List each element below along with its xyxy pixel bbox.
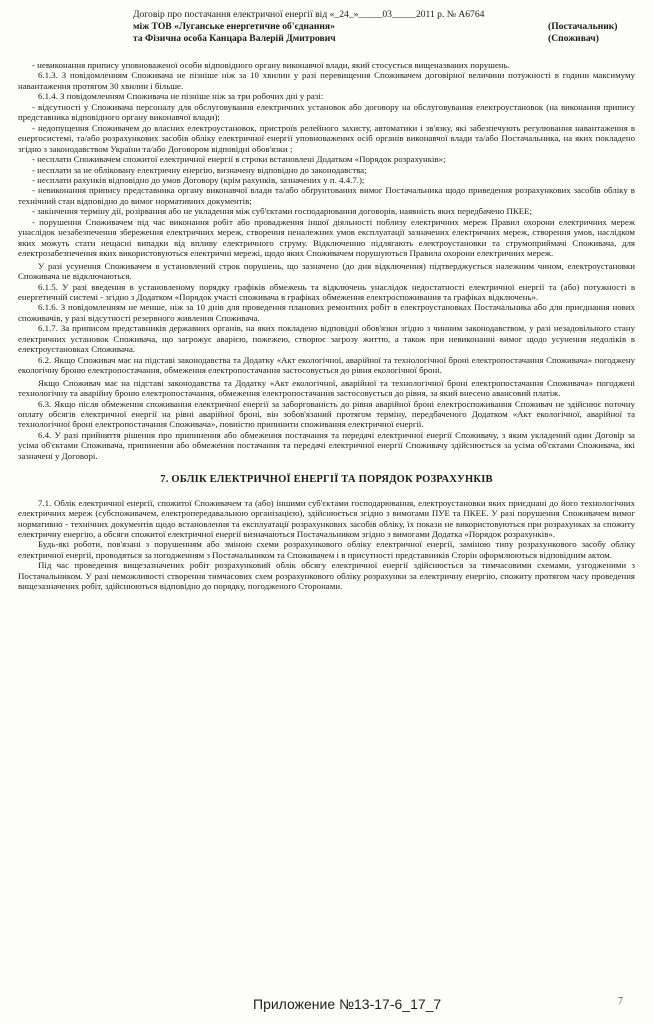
paragraph: - порушення Споживачем під час виконання робіт або провадження іншої діяльності поблизу електричних мереж Правил охорони електричних мереж унаслідок незабезпечення збереження електричних мереж, створення неналежних умов експлуатації зазначених електричних мереж, створення умов, наслідком яких можуть стати нещасні випадки від впливу електричного струму. Відключенню підлягають електроустановки та струмоприймачі Споживача, для електрозабезпечення яких використовуються електричні мережі, щодо яких Споживачем порушуються Правила охорони електричних мереж. xyxy=(18,216,635,259)
paragraph: У разі усунення Споживачем в установлений строк порушень, що зазначено (до дня відключення) підтверджується належним чином, електроустановки Споживача не відключаються. xyxy=(18,260,635,282)
page-number: 7 xyxy=(618,996,623,1007)
consumer-role: (Споживач) xyxy=(548,33,599,44)
paragraph: 6.1.6. З повідомленням не менше, ніж за 10 днів для проведення планових ремонтних робіт в електроустановках Постачальника або для приєднання нових споживачів, у разі відсутності резервного живлення Споживача. xyxy=(18,302,635,323)
paragraph: - відсутності у Споживача персоналу для обслуговування електричних установок або договору на обслуговування електроустановок (на виконання припису представника відповідного органу виконавчої влади); xyxy=(18,101,635,123)
paragraph: - несплати рахунків відповідно до умов Договору (крім рахунків, зазначених у п. 4.4.7.); xyxy=(32,174,365,185)
paragraph: - невиконання припису уповноваженої особи відповідного органу виконавчої влади, який стосується вищеназваних порушень. xyxy=(32,60,510,70)
consumer-name: та Фізична особа Канцара Валерій Дмитрович xyxy=(133,33,336,44)
paragraph: Будь-які роботи, пов'язані з порушенням або зміною схеми розрахункового обліку електричної енергії, заміною типу розрахункового засобу обліку електричної енергії, проводяться за погодженням з Постачальником та Споживачем і в присутності представників Сторін оформлюються відповідним актом. xyxy=(18,539,635,560)
paragraph: - несплати за не обліковану електричну енергію, визначену відповідно до законодавства; xyxy=(32,164,367,175)
supplier-name: між ТОВ «Луганське енергетичне об'єднання» xyxy=(133,21,335,32)
section-title: 7. ОБЛІК ЕЛЕКТРИЧНОЇ ЕНЕРГІЇ ТА ПОРЯДОК РОЗРАХУНКІВ xyxy=(160,474,493,486)
paragraph: Якщо Споживач має на підставі законодавства та Додатку «Акт екологічної, аварійної та технологічної броні електропостачання Споживача» погоджені технологічну та аварійну броню електропостачання, обмеження електропостачання застосовується до рівня, за який внесено авансовий платіж. xyxy=(18,377,635,399)
paragraph: 6.3. Якщо після обмеження споживання електричної енергії за заборгованість до рівня аварійної броні електроспоживання Споживач не здійснює поточну оплату обсягів електричної енергії на рівні аварійної броні, він зобов'язаний протягом терміну, передбаченого Додатком «Акт екологічної, аварійної та технологічної броні електропостачання Споживача», повністю припинити споживання електричної енергії. xyxy=(18,398,635,430)
paragraph: - несплати Споживачем спожитої електричної енергії в строки встановлені Додатком «Порядок розрахунків»; xyxy=(32,154,446,165)
paragraph: 7.1. Облік електричної енергії, спожитої Споживачем та (або) іншими суб'єктами господарювання, електроустановки яких приєднані до його технологічних електричних мереж (субспоживачем, електропередавальною організацією), здійснюється згідно з вимогами ПУЕ та ПКЕЕ. У разі порушення Споживачем вимог нормативно - технічних документів щодо встановлення та експлуатації розрахункових засобів обліку, їх покази не використовуються при розрахунках за спожиту електричну енергію, а обсяги спожитої електричної енергії визначаються Постачальником згідно з вимогами Додатка «Порядок розрахунків». xyxy=(18,497,635,540)
paragraph: - закінчення терміну дії, розірвання або не укладення між суб'єктами господарювання договорів, наявність яких передбачено ПКЕЕ; xyxy=(32,206,533,217)
contract-title: Договір про постачання електричної енергії від «_24_»_____03_____2011 р. № А6764 xyxy=(133,9,485,20)
document-body xyxy=(18,60,635,592)
paragraph: 6.2. Якщо Споживач має на підставі законодавства та Додатку «Акт екологічної, аварійної та технологічної броні електропостачання Споживача» погоджену екологічну броню електропостачання, обмеження електропостачання застосовується до рівня екологічної броні. xyxy=(18,354,635,376)
paragraph: 6.1.7. За приписом представників державних органів, на яких покладено відповідні обов'язки згідно з чинним законодавством, у разі незадовільного стану електричних установок Споживача, що загрожує аварією, пожежею, створює загрозу життю, а також при невиконанні вимог щодо усунення недоліків в електроустановках Споживача. xyxy=(18,323,635,355)
paragraph: 6.1.5. У разі введення в установленому порядку графіків обмежень та відключень унаслідок недостатності електричної енергії та (або) потужності в енергетичній системі - згідно з Додатком «Порядок участі споживача в графіках обмеження електроспоживання та графіках відключень». xyxy=(18,281,635,302)
paragraph: - недопущення Споживачем до власних електроустановок, пристроїв релейного захисту, автоматики і зв'язку, які забезпечують регулювання навантаження в енергосистемі, та/або розрахункових засобів обліку електричної енергії уповноважених осіб органів виконавчої влади та/або Постачальника, на яких покладено згідно з законодавством України та/або Договором відповідні обов'язки ; xyxy=(18,122,635,154)
supplier-role: (Постачальник) xyxy=(548,21,618,32)
attachment-caption: Приложение №13-17-6_17_7 xyxy=(253,996,442,1012)
paragraph: 6.1.4. З повідомленням Споживача не пізніше ніж за три робочих дні у разі: xyxy=(38,91,324,102)
paragraph: - невиконання припису представника органу виконавчої влади та/або обґрунтованих вимог Постачальника щодо приведення розрахункових засобів обліку в технічний стан відповідно до вимог нормативних документів; xyxy=(18,185,635,206)
paragraph: 6.4. У разі прийняття рішення про припинення або обмеження постачання та передачі електричної енергії Споживачу, з яким укладений один Договір за усіма об'єктами Споживача, припинення або обмеження постачання та передачі електричної енергії Споживачу здійснюється за усіма об'єктами Споживача, які зазначені у Договорі. xyxy=(18,429,635,461)
paragraph: Під час проведення вищезазначених робіт розрахунковий облік обсягу електричної енергії здійснюється за тимчасовими схемами, узгодженими з Постачальником. У разі неможливості створення тимчасових схем розрахункового обліку розрахунки за електричну енергію, спожиту протягом часу проведення вищезазначених робіт, здійснюються відповідно до порядку, погодженого Сторонами. xyxy=(18,560,635,592)
paragraph: 6.1.3. З повідомленням Споживача не пізніше ніж за 10 хвилин у разі перевищення Споживачем договірної величини потужності в години максимуму навантаження протягом 30 хвилин і більше. xyxy=(18,70,635,91)
